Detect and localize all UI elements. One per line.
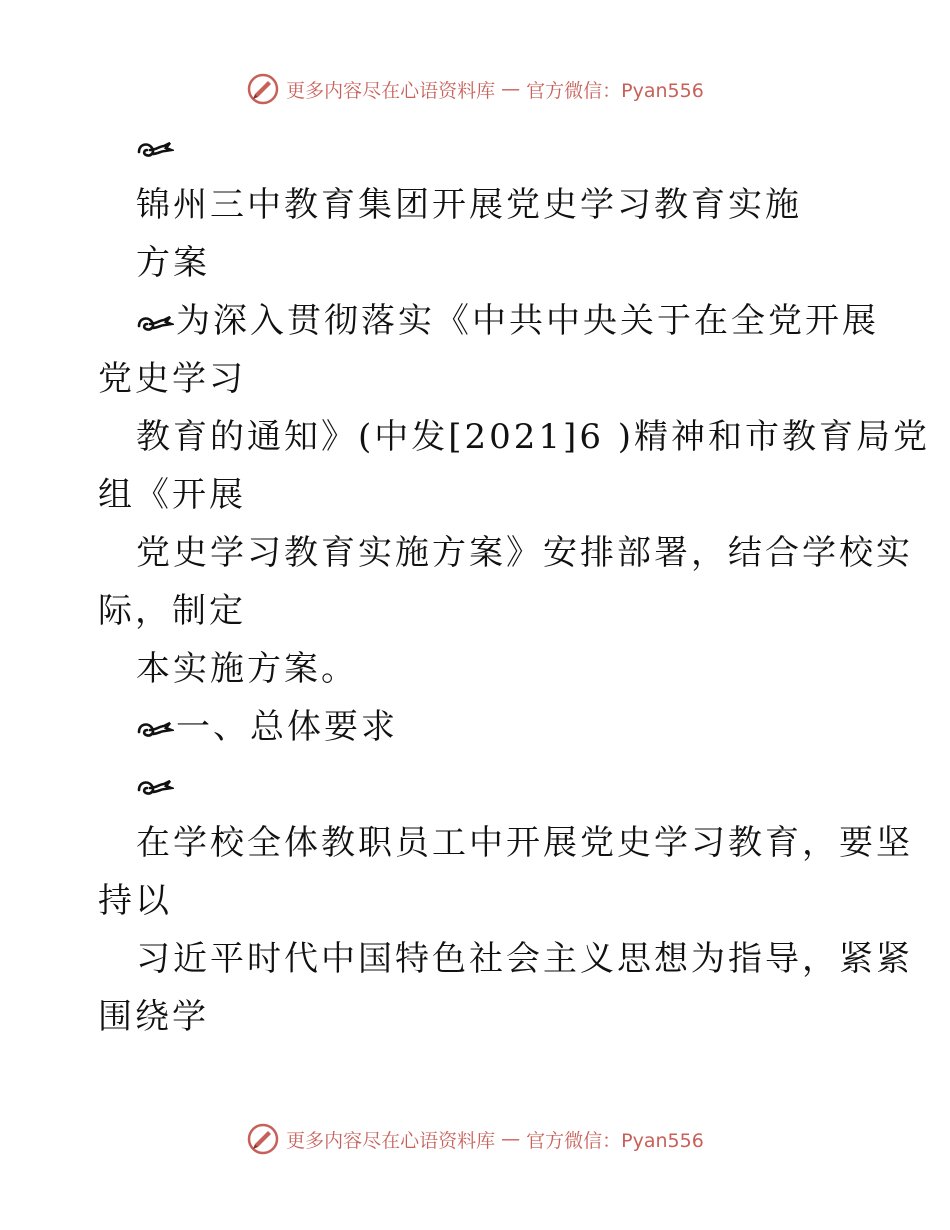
document-body: [98, 118, 931, 1046]
doc-line-text: 在学校全体教职员工中开展党史学习教育，要坚: [136, 823, 913, 863]
watermark-tail: 官方微信：Pyan556: [526, 79, 704, 102]
footer-watermark: [0, 1122, 950, 1156]
watermark-separator: —: [501, 78, 521, 100]
doc-line: [98, 350, 868, 408]
doc-line-text: 习近平时代中国特色社会主义思想为指导，紧紧: [136, 939, 913, 979]
fleuron-icon: [136, 776, 174, 798]
doc-title-line-1: [98, 176, 868, 234]
doc-title-line-2: [98, 234, 868, 292]
doc-line: [98, 466, 868, 524]
watermark-tail: 官方微信：Pyan556: [526, 1129, 704, 1152]
fleuron-icon: [136, 312, 174, 334]
doc-line: [98, 988, 868, 1046]
fleuron-icon: [136, 138, 174, 160]
watermark-separator: —: [501, 1128, 521, 1150]
doc-line: [98, 582, 868, 640]
pen-logo-icon: [246, 72, 280, 106]
pen-logo-icon: [246, 1122, 280, 1156]
doc-line-text: 本实施方案。: [136, 649, 358, 689]
doc-line-text: 持以: [98, 881, 172, 921]
doc-line-text: 际，制定: [98, 591, 246, 631]
doc-line-text: 围绕学: [98, 997, 209, 1037]
doc-line: [98, 640, 868, 698]
watermark-text: 更多内容尽在心语资料库: [286, 79, 496, 102]
doc-line-text: 为深入贯彻落实《中共中央关于在全党开展: [176, 301, 879, 341]
fleuron-icon: [136, 718, 174, 740]
doc-line: [98, 756, 868, 814]
doc-line-text: 党史学习: [98, 359, 246, 399]
header-watermark: [0, 72, 950, 106]
doc-line: [98, 292, 879, 350]
doc-line-text: 一、总体要求: [176, 707, 398, 747]
doc-line-text: 方案: [136, 243, 210, 283]
doc-line: [98, 814, 913, 872]
doc-line: [98, 118, 868, 176]
doc-line: [98, 872, 868, 930]
doc-line-text: 锦州三中教育集团开展党史学习教育实施: [136, 185, 802, 225]
doc-line: [98, 930, 913, 988]
section-heading: [98, 698, 868, 756]
doc-line: [98, 524, 913, 582]
watermark-text: 更多内容尽在心语资料库: [286, 1129, 496, 1152]
doc-line-text: 教育的通知》(中发[2021]6 )精神和市教育局党: [136, 417, 931, 457]
doc-line: [98, 408, 931, 466]
doc-line-text: 组《开展: [98, 475, 246, 515]
doc-line-text: 党史学习教育实施方案》安排部署，结合学校实: [136, 533, 913, 573]
